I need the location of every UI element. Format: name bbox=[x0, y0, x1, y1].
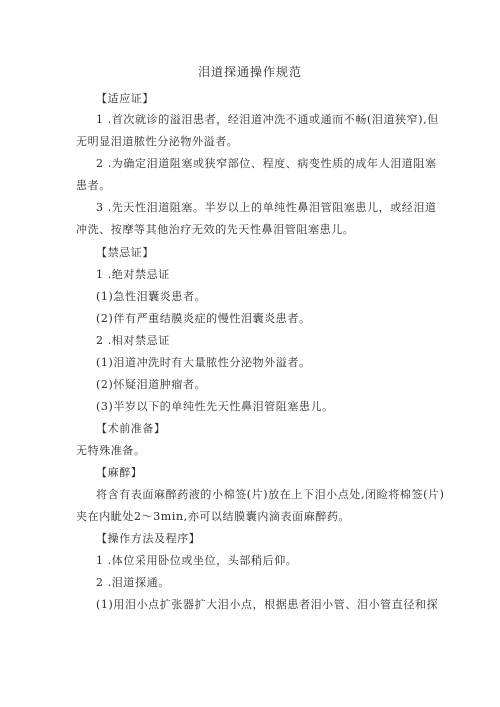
procedure-step-2-1: (1)用泪小点扩张器扩大泪小点，根据患者泪小管、泪小管直径和探 bbox=[96, 598, 439, 611]
section-heading-preparation: 【术前准备】 bbox=[96, 422, 166, 435]
procedure-step-1: 1 .体位采用卧位或坐位，头部稍后仰。 bbox=[96, 554, 298, 567]
indication-item-3-line-1: 3 .先天性泪道阻塞。半岁以上的单纯性鼻泪管阻塞患儿，或经泪道 bbox=[96, 201, 437, 214]
anesthesia-line-2: 夹在内眦处2〜3min,亦可以结膜囊内滴表面麻醉药。 bbox=[76, 510, 351, 523]
indication-item-1-line-1: 1 .首次就诊的溢泪患者，经泪道冲洗不通或通而不畅(泪道狭窄),但 bbox=[96, 113, 439, 126]
contraindication-relative-2: (2)怀疑泪道肿瘤者。 bbox=[96, 378, 207, 391]
section-heading-indications: 【适应证】 bbox=[96, 92, 154, 105]
contraindication-absolute-2: (2)伴有严重结膜炎症的慢性泪囊炎患者。 bbox=[96, 312, 311, 325]
contraindication-relative: 2 .相对禁忌证 bbox=[96, 334, 170, 347]
contraindication-absolute-1: (1)急性泪囊炎患者。 bbox=[96, 290, 207, 303]
indication-item-2-line-1: 2 .为确定泪道阻塞或狭窄部位、程度、病变性质的成年人泪道阻塞 bbox=[96, 157, 437, 170]
anesthesia-line-1: 将含有表面麻醉药液的小棉签(片)放在上下泪小点处,闭睑将棉签(片) bbox=[96, 488, 445, 501]
section-heading-anesthesia: 【麻醉】 bbox=[96, 466, 143, 479]
document-title: 泪道探通操作规范 bbox=[197, 65, 302, 79]
procedure-step-2: 2 .泪道探通。 bbox=[96, 576, 170, 589]
indication-item-1-line-2: 无明显泪道脓性分泌物外溢者。 bbox=[76, 135, 239, 148]
indication-item-2-line-2: 患者。 bbox=[76, 179, 111, 192]
section-heading-procedure: 【操作方法及程序】 bbox=[96, 532, 201, 545]
contraindication-relative-3: (3)半岁以下的单纯性先天性鼻泪管阻塞患儿。 bbox=[96, 400, 334, 413]
section-heading-contraindications: 【禁忌证】 bbox=[96, 246, 154, 259]
preparation-text: 无特殊准备。 bbox=[76, 444, 146, 457]
contraindication-relative-1: (1)泪道冲洗时有大量脓性分泌物外溢者。 bbox=[96, 356, 311, 369]
indication-item-3-line-2: 冲洗、按摩等其他治疗无效的先天性鼻泪管阻塞患儿。 bbox=[76, 223, 355, 236]
contraindication-absolute: 1 .绝对禁忌证 bbox=[96, 268, 170, 281]
